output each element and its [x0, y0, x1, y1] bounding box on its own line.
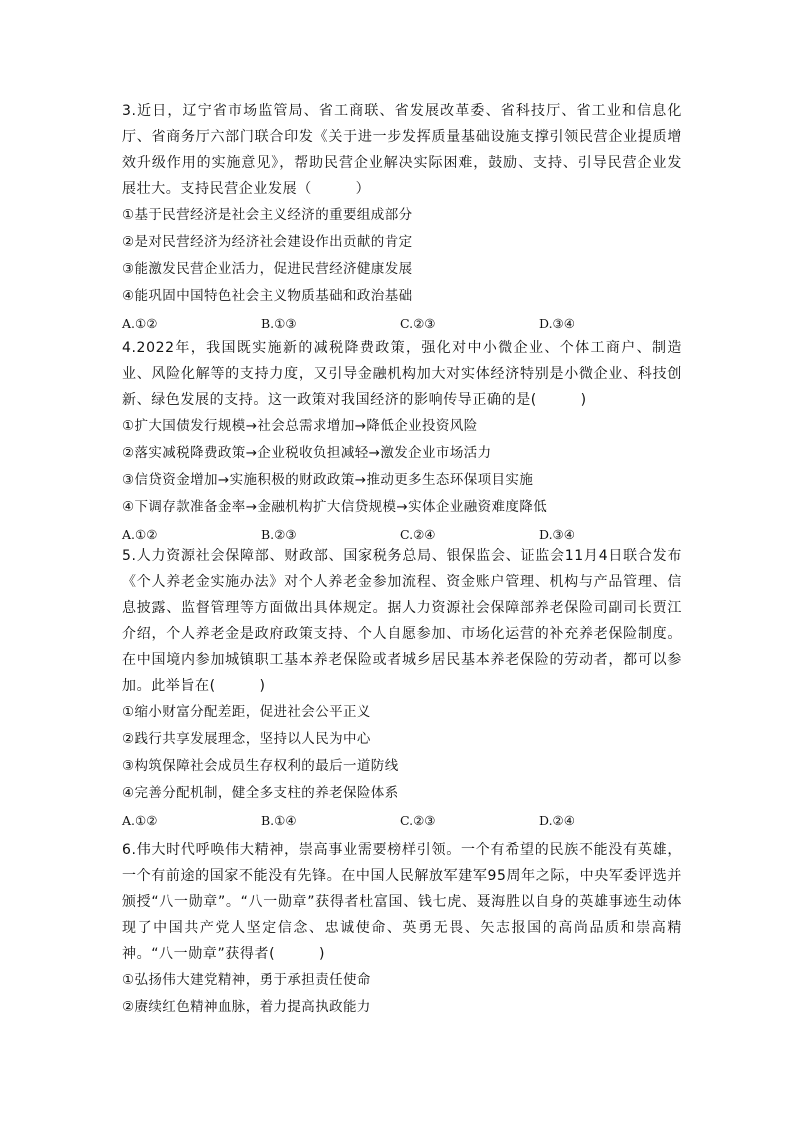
choice-d: D.②④ — [539, 813, 575, 828]
choice-d: D.③④ — [539, 527, 575, 542]
choice-c: C.②③ — [400, 813, 436, 828]
question-5 — [122, 543, 682, 835]
choice-a: A.①② — [122, 527, 158, 542]
option-1: ①缩小财富分配差距，促进社会公平正义 — [122, 704, 371, 720]
choice-c: C.②④ — [400, 527, 436, 542]
option-3: ③能激发民营企业活力，促进民营经济健康发展 — [122, 261, 413, 277]
question-stem: 3.近日，辽宁省市场监管局、省工商联、省发展改革委、省科技厅、省工业和信息化厅、省商务厅六部门联合印发《关于进一步发挥质量基础设施支撑引领民营企业提质增效升级作用的实施意见》，帮助民营企业解决实际困难，鼓励、支持、引导民营企业发展壮大。支持民营企业发展（ ） — [122, 103, 682, 197]
option-4: ④下调存款准备金率→金融机构扩大信贷规模→实体企业融资难度降低 — [122, 499, 548, 515]
option-4: ④完善分配机制，健全多支柱的养老保险体系 — [122, 785, 399, 801]
option-2: ②践行共享发展理念，坚持以人民为中心 — [122, 731, 371, 747]
choice-d: D.③④ — [539, 316, 575, 331]
option-2: ②赓续红色精神血脉，着力提高执政能力 — [122, 999, 371, 1015]
option-2: ②落实减税降费政策→企业税收负担减轻→激发企业市场活力 — [122, 445, 492, 461]
answer-choices — [122, 807, 682, 835]
option-1: ①弘扬伟大建党精神，勇于承担责任使命 — [122, 972, 371, 988]
answer-choices — [122, 310, 682, 338]
option-2: ②是对民营经济为经济社会建设作出贡献的肯定 — [122, 234, 413, 250]
choice-b: B.①③ — [261, 316, 297, 331]
question-3 — [122, 98, 682, 338]
question-stem: 6.伟大时代呼唤伟大精神，崇高事业需要榜样引领。一个有希望的民族不能没有英雄，一个有前途的国家不能没有先锋。在中国人民解放军建军95周年之际，中央军委评选并颁授“八一勋章”。“八一勋章”获得者杜富国、钱七虎、聂海胜以自身的英雄事迹生动体现了中国共产党人坚定信念、忠诚使命、英勇无畏、矢志报国的高尚品质和崇高精神。“八一勋章”获得者( ) — [122, 842, 682, 962]
question-stem: 5.人力资源社会保障部、财政部、国家税务总局、银保监会、证监会11月4日联合发布《个人养老金实施办法》对个人养老金参加流程、资金账户管理、机构与产品管理、信息披露、监督管理等方面做出具体规定。据人力资源社会保障部养老保险司副司长贾江介绍，个人养老金是政府政策支持、个人自愿参加、市场化运营的补充养老保险制度。在中国境内参加城镇职工基本养老保险或者城乡居民基本养老保险的劳动者，都可以参加。此举旨在( ) — [122, 548, 682, 694]
choice-a: A.①② — [122, 316, 158, 331]
choice-b: B.①④ — [261, 813, 297, 828]
option-3: ③信贷资金增加→实施积极的财政政策→推动更多生态环保项目实施 — [122, 472, 534, 488]
choice-b: B.②③ — [261, 527, 297, 542]
option-3: ③构筑保障社会成员生存权利的最后一道防线 — [122, 758, 399, 774]
option-4: ④能巩固中国特色社会主义物质基础和政治基础 — [122, 288, 413, 304]
question-stem: 4.2022年，我国既实施新的减税降费政策，强化对中小微企业、个体工商户、制造业、风险化解等的支持力度，又引导金融机构加大对实体经济特别是小微企业、科技创新、绿色发展的支持。这一政策对我国经济的影响传导正确的是( ) — [122, 340, 682, 408]
question-6 — [122, 837, 682, 1021]
choice-c: C.②③ — [400, 316, 436, 331]
question-4 — [122, 335, 682, 549]
choice-a: A.①② — [122, 813, 158, 828]
option-1: ①扩大国债发行规模→社会总需求增加→降低企业投资风险 — [122, 418, 478, 434]
option-1: ①基于民营经济是社会主义经济的重要组成部分 — [122, 207, 413, 223]
